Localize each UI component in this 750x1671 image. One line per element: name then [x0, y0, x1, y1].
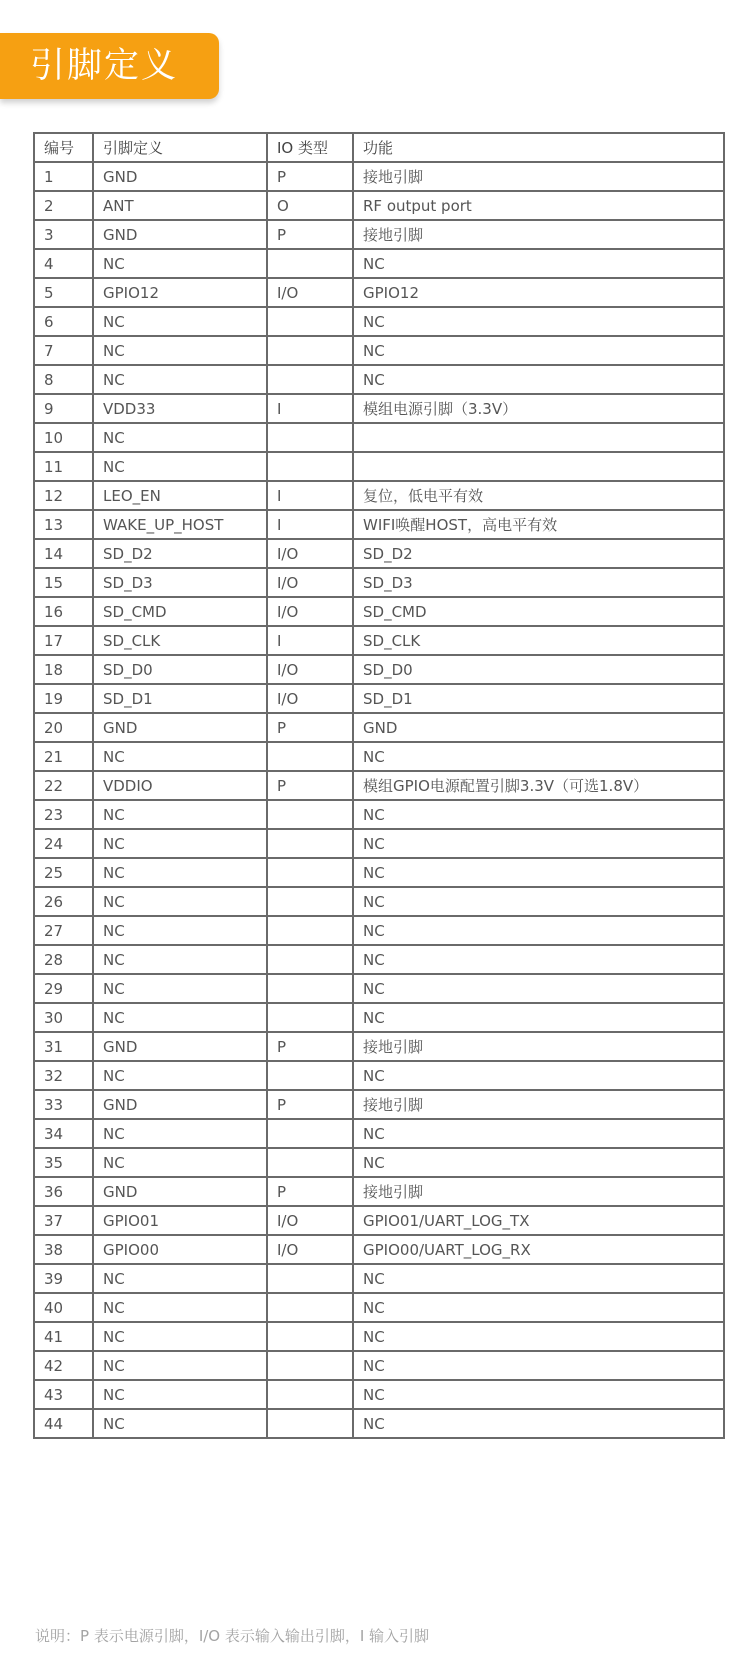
- function-cell: SD_D1: [353, 684, 724, 713]
- pin-number-cell: 10: [34, 423, 93, 452]
- function-cell: NC: [353, 365, 724, 394]
- pin-definition-cell: GPIO01: [93, 1206, 267, 1235]
- pin-definition-cell: SD_CMD: [93, 597, 267, 626]
- table-row: [34, 858, 724, 887]
- table-row: [34, 510, 724, 539]
- io-type-cell: [267, 1351, 353, 1380]
- pin-number-cell: 39: [34, 1264, 93, 1293]
- io-type-cell: [267, 452, 353, 481]
- function-cell: SD_CLK: [353, 626, 724, 655]
- pin-definition-cell: NC: [93, 1148, 267, 1177]
- table-row: [34, 481, 724, 510]
- pin-definition-cell: NC: [93, 858, 267, 887]
- pin-number-cell: 19: [34, 684, 93, 713]
- function-cell: NC: [353, 800, 724, 829]
- function-cell: 接地引脚: [353, 1032, 724, 1061]
- pin-number-cell: 20: [34, 713, 93, 742]
- table-row: [34, 1380, 724, 1409]
- io-type-cell: I/O: [267, 597, 353, 626]
- function-cell: NC: [353, 1264, 724, 1293]
- function-cell: NC: [353, 1061, 724, 1090]
- pin-definition-cell: GND: [93, 713, 267, 742]
- pin-number-cell: 7: [34, 336, 93, 365]
- io-type-cell: P: [267, 220, 353, 249]
- pin-number-cell: 3: [34, 220, 93, 249]
- pin-definition-cell: NC: [93, 1380, 267, 1409]
- page-title: 引脚定义: [0, 33, 219, 99]
- pin-definition-cell: NC: [93, 336, 267, 365]
- pin-number-cell: 16: [34, 597, 93, 626]
- function-cell: NC: [353, 1148, 724, 1177]
- function-cell: NC: [353, 829, 724, 858]
- function-cell: 接地引脚: [353, 220, 724, 249]
- pin-definition-cell: GND: [93, 162, 267, 191]
- pin-number-cell: 35: [34, 1148, 93, 1177]
- table-row: [34, 365, 724, 394]
- pin-number-cell: 44: [34, 1409, 93, 1438]
- table-row: [34, 191, 724, 220]
- pin-definition-cell: NC: [93, 1119, 267, 1148]
- table-row: [34, 1148, 724, 1177]
- pin-number-cell: 13: [34, 510, 93, 539]
- pin-number-cell: 31: [34, 1032, 93, 1061]
- pin-definition-cell: GND: [93, 220, 267, 249]
- function-cell: NC: [353, 887, 724, 916]
- pin-number-cell: 2: [34, 191, 93, 220]
- pin-definition-cell: SD_D2: [93, 539, 267, 568]
- function-cell: NC: [353, 1003, 724, 1032]
- table-row: [34, 1293, 724, 1322]
- table-row: [34, 684, 724, 713]
- table-header-row: [34, 133, 724, 162]
- function-cell: 接地引脚: [353, 1090, 724, 1119]
- table-row: [34, 829, 724, 858]
- table-row: [34, 945, 724, 974]
- table-row: [34, 1090, 724, 1119]
- pin-number-cell: 37: [34, 1206, 93, 1235]
- io-type-cell: [267, 1119, 353, 1148]
- pin-definition-cell: ANT: [93, 191, 267, 220]
- pin-definition-cell: SD_D3: [93, 568, 267, 597]
- pin-number-cell: 26: [34, 887, 93, 916]
- pin-number-cell: 12: [34, 481, 93, 510]
- table-row: [34, 1061, 724, 1090]
- footnote: 说明：P 表示电源引脚，I/O 表示输入输出引脚，I 输入引脚: [35, 1627, 430, 1645]
- table-row: [34, 307, 724, 336]
- io-type-cell: [267, 1148, 353, 1177]
- pin-definition-cell: GPIO12: [93, 278, 267, 307]
- io-type-cell: [267, 1264, 353, 1293]
- function-cell: NC: [353, 1380, 724, 1409]
- pin-number-cell: 42: [34, 1351, 93, 1380]
- pin-definition-cell: NC: [93, 974, 267, 1003]
- function-cell: GPIO00/UART_LOG_RX: [353, 1235, 724, 1264]
- table-row: [34, 974, 724, 1003]
- pin-number-cell: 21: [34, 742, 93, 771]
- pin-definition-cell: NC: [93, 887, 267, 916]
- pin-number-cell: 40: [34, 1293, 93, 1322]
- io-type-cell: I/O: [267, 1206, 353, 1235]
- function-cell: SD_D2: [353, 539, 724, 568]
- pin-definition-cell: NC: [93, 829, 267, 858]
- table-row: [34, 394, 724, 423]
- io-type-cell: [267, 800, 353, 829]
- function-cell: [353, 452, 724, 481]
- pin-definition-cell: NC: [93, 249, 267, 278]
- pin-definition-cell: VDDIO: [93, 771, 267, 800]
- pin-number-cell: 1: [34, 162, 93, 191]
- pin-definition-cell: NC: [93, 423, 267, 452]
- table-row: [34, 1032, 724, 1061]
- pin-number-cell: 32: [34, 1061, 93, 1090]
- pin-definition-cell: NC: [93, 800, 267, 829]
- function-cell: NC: [353, 307, 724, 336]
- io-type-cell: [267, 423, 353, 452]
- pin-number-cell: 14: [34, 539, 93, 568]
- table-row: [34, 1322, 724, 1351]
- pin-number-cell: 36: [34, 1177, 93, 1206]
- pin-definition-cell: NC: [93, 1061, 267, 1090]
- pin-number-cell: 17: [34, 626, 93, 655]
- table-body: [34, 162, 724, 1438]
- pin-definition-cell: SD_D0: [93, 655, 267, 684]
- header-function: 功能: [353, 133, 724, 162]
- io-type-cell: [267, 916, 353, 945]
- pin-number-cell: 23: [34, 800, 93, 829]
- pin-number-cell: 41: [34, 1322, 93, 1351]
- pin-number-cell: 43: [34, 1380, 93, 1409]
- pin-definition-cell: NC: [93, 1322, 267, 1351]
- io-type-cell: I: [267, 394, 353, 423]
- table-row: [34, 278, 724, 307]
- function-cell: NC: [353, 336, 724, 365]
- function-cell: SD_D0: [353, 655, 724, 684]
- pin-number-cell: 8: [34, 365, 93, 394]
- function-cell: NC: [353, 249, 724, 278]
- table-row: [34, 597, 724, 626]
- pin-number-cell: 6: [34, 307, 93, 336]
- table-row: [34, 1119, 724, 1148]
- io-type-cell: [267, 887, 353, 916]
- pin-number-cell: 15: [34, 568, 93, 597]
- io-type-cell: [267, 1003, 353, 1032]
- function-cell: GPIO12: [353, 278, 724, 307]
- table-row: [34, 1003, 724, 1032]
- io-type-cell: [267, 829, 353, 858]
- io-type-cell: O: [267, 191, 353, 220]
- table-row: [34, 336, 724, 365]
- io-type-cell: [267, 1322, 353, 1351]
- pin-number-cell: 22: [34, 771, 93, 800]
- pin-definition-cell: NC: [93, 307, 267, 336]
- function-cell: NC: [353, 742, 724, 771]
- io-type-cell: I/O: [267, 655, 353, 684]
- function-cell: 接地引脚: [353, 162, 724, 191]
- function-cell: 复位，低电平有效: [353, 481, 724, 510]
- table-row: [34, 162, 724, 191]
- io-type-cell: P: [267, 1032, 353, 1061]
- pin-definition-cell: VDD33: [93, 394, 267, 423]
- table-row: [34, 655, 724, 684]
- pin-definition-cell: NC: [93, 945, 267, 974]
- function-cell: 接地引脚: [353, 1177, 724, 1206]
- io-type-cell: [267, 945, 353, 974]
- pin-definition-cell: NC: [93, 1264, 267, 1293]
- io-type-cell: P: [267, 1177, 353, 1206]
- io-type-cell: [267, 1409, 353, 1438]
- pin-definition-cell: NC: [93, 452, 267, 481]
- io-type-cell: [267, 249, 353, 278]
- function-cell: NC: [353, 1409, 724, 1438]
- function-cell: 模组电源引脚（3.3V）: [353, 394, 724, 423]
- pin-number-cell: 38: [34, 1235, 93, 1264]
- table-row: [34, 1264, 724, 1293]
- io-type-cell: [267, 742, 353, 771]
- pin-number-cell: 25: [34, 858, 93, 887]
- pin-definition-table: [33, 132, 725, 1439]
- table-row: [34, 713, 724, 742]
- pin-number-cell: 5: [34, 278, 93, 307]
- header-io-type: IO 类型: [267, 133, 353, 162]
- pin-number-cell: 30: [34, 1003, 93, 1032]
- pin-definition-cell: SD_D1: [93, 684, 267, 713]
- function-cell: NC: [353, 945, 724, 974]
- header-pin-number: 编号: [34, 133, 93, 162]
- table-row: [34, 1351, 724, 1380]
- pin-definition-cell: NC: [93, 742, 267, 771]
- pin-definition-cell: GND: [93, 1177, 267, 1206]
- io-type-cell: [267, 1061, 353, 1090]
- function-cell: NC: [353, 858, 724, 887]
- io-type-cell: I: [267, 481, 353, 510]
- io-type-cell: I/O: [267, 568, 353, 597]
- io-type-cell: I/O: [267, 539, 353, 568]
- io-type-cell: I/O: [267, 1235, 353, 1264]
- pin-definition-cell: NC: [93, 1409, 267, 1438]
- io-type-cell: P: [267, 1090, 353, 1119]
- pin-definition-cell: GND: [93, 1032, 267, 1061]
- function-cell: NC: [353, 916, 724, 945]
- pin-definition-cell: SD_CLK: [93, 626, 267, 655]
- function-cell: NC: [353, 974, 724, 1003]
- function-cell: NC: [353, 1293, 724, 1322]
- table-row: [34, 771, 724, 800]
- io-type-cell: [267, 974, 353, 1003]
- io-type-cell: I: [267, 626, 353, 655]
- table-row: [34, 423, 724, 452]
- table-row: [34, 742, 724, 771]
- table-row: [34, 626, 724, 655]
- function-cell: SD_CMD: [353, 597, 724, 626]
- function-cell: NC: [353, 1119, 724, 1148]
- function-cell: 模组GPIO电源配置引脚3.3V（可选1.8V）: [353, 771, 724, 800]
- function-cell: NC: [353, 1351, 724, 1380]
- table-row: [34, 916, 724, 945]
- io-type-cell: I/O: [267, 684, 353, 713]
- io-type-cell: [267, 1380, 353, 1409]
- table-row: [34, 1235, 724, 1264]
- io-type-cell: P: [267, 771, 353, 800]
- io-type-cell: [267, 858, 353, 887]
- pin-number-cell: 34: [34, 1119, 93, 1148]
- pin-number-cell: 29: [34, 974, 93, 1003]
- io-type-cell: [267, 336, 353, 365]
- pin-number-cell: 33: [34, 1090, 93, 1119]
- pin-number-cell: 9: [34, 394, 93, 423]
- function-cell: RF output port: [353, 191, 724, 220]
- pin-definition-cell: LEO_EN: [93, 481, 267, 510]
- table-row: [34, 1409, 724, 1438]
- io-type-cell: I: [267, 510, 353, 539]
- table-row: [34, 800, 724, 829]
- io-type-cell: [267, 1293, 353, 1322]
- table-row: [34, 568, 724, 597]
- pin-number-cell: 11: [34, 452, 93, 481]
- pin-definition-cell: NC: [93, 1293, 267, 1322]
- function-cell: WIFI唤醒HOST，高电平有效: [353, 510, 724, 539]
- pin-definition-cell: GPIO00: [93, 1235, 267, 1264]
- pin-definition-cell: NC: [93, 1003, 267, 1032]
- io-type-cell: P: [267, 713, 353, 742]
- io-type-cell: P: [267, 162, 353, 191]
- pin-definition-cell: NC: [93, 1351, 267, 1380]
- table-row: [34, 539, 724, 568]
- function-cell: GND: [353, 713, 724, 742]
- pin-definition-cell: NC: [93, 365, 267, 394]
- pin-definition-cell: NC: [93, 916, 267, 945]
- table-row: [34, 887, 724, 916]
- pin-number-cell: 27: [34, 916, 93, 945]
- table-row: [34, 220, 724, 249]
- table-row: [34, 1177, 724, 1206]
- io-type-cell: [267, 365, 353, 394]
- pin-definition-cell: WAKE_UP_HOST: [93, 510, 267, 539]
- io-type-cell: [267, 307, 353, 336]
- table-row: [34, 249, 724, 278]
- table-row: [34, 452, 724, 481]
- pin-number-cell: 18: [34, 655, 93, 684]
- pin-number-cell: 28: [34, 945, 93, 974]
- pin-number-cell: 24: [34, 829, 93, 858]
- io-type-cell: I/O: [267, 278, 353, 307]
- function-cell: SD_D3: [353, 568, 724, 597]
- function-cell: [353, 423, 724, 452]
- pin-number-cell: 4: [34, 249, 93, 278]
- function-cell: NC: [353, 1322, 724, 1351]
- function-cell: GPIO01/UART_LOG_TX: [353, 1206, 724, 1235]
- header-pin-definition: 引脚定义: [93, 133, 267, 162]
- table-row: [34, 1206, 724, 1235]
- pin-definition-cell: GND: [93, 1090, 267, 1119]
